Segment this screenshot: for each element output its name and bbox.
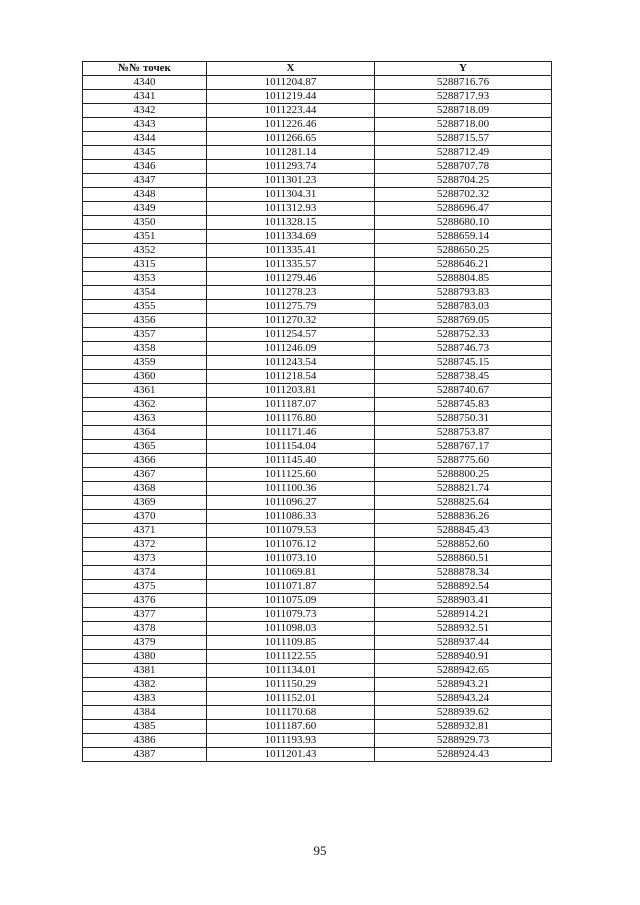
- cell-x: 1011086.33: [207, 510, 375, 524]
- cell-point-number: 4340: [83, 76, 207, 90]
- cell-y: 5288924.43: [375, 748, 552, 762]
- cell-x: 1011223.44: [207, 104, 375, 118]
- cell-y: 5288783.03: [375, 300, 552, 314]
- cell-x: 1011079.53: [207, 524, 375, 538]
- table-row: [83, 272, 552, 286]
- cell-y: 5288745.15: [375, 356, 552, 370]
- table-row: [83, 594, 552, 608]
- cell-point-number: 4344: [83, 132, 207, 146]
- table-row: [83, 314, 552, 328]
- cell-y: 5288892.54: [375, 580, 552, 594]
- table-row: [83, 384, 552, 398]
- cell-point-number: 4374: [83, 566, 207, 580]
- cell-x: 1011109.85: [207, 636, 375, 650]
- cell-point-number: 4345: [83, 146, 207, 160]
- table-row: [83, 398, 552, 412]
- table-row: [83, 426, 552, 440]
- cell-point-number: 4366: [83, 454, 207, 468]
- table-row: [83, 454, 552, 468]
- cell-x: 1011150.29: [207, 678, 375, 692]
- table-row: [83, 356, 552, 370]
- cell-point-number: 4363: [83, 412, 207, 426]
- cell-point-number: 4351: [83, 230, 207, 244]
- table-row: [83, 76, 552, 90]
- table-row: [83, 202, 552, 216]
- cell-x: 1011203.81: [207, 384, 375, 398]
- cell-y: 5288845.43: [375, 524, 552, 538]
- cell-x: 1011270.32: [207, 314, 375, 328]
- cell-x: 1011071.87: [207, 580, 375, 594]
- cell-y: 5288752.33: [375, 328, 552, 342]
- header-point-number: №№ точек: [83, 62, 207, 76]
- cell-x: 1011096.27: [207, 496, 375, 510]
- cell-x: 1011134.01: [207, 664, 375, 678]
- cell-y: 5288702.32: [375, 188, 552, 202]
- cell-y: 5288646.21: [375, 258, 552, 272]
- cell-x: 1011279.46: [207, 272, 375, 286]
- cell-x: 1011328.15: [207, 216, 375, 230]
- coordinates-table: [82, 61, 552, 762]
- cell-point-number: 4357: [83, 328, 207, 342]
- cell-point-number: 4358: [83, 342, 207, 356]
- cell-y: 5288707.78: [375, 160, 552, 174]
- table-row: [83, 160, 552, 174]
- cell-point-number: 4352: [83, 244, 207, 258]
- table-row: [83, 622, 552, 636]
- cell-y: 5288800.25: [375, 468, 552, 482]
- table-row: [83, 650, 552, 664]
- cell-point-number: 4371: [83, 524, 207, 538]
- cell-x: 1011335.57: [207, 258, 375, 272]
- table-row: [83, 608, 552, 622]
- cell-x: 1011218.54: [207, 370, 375, 384]
- cell-x: 1011073.10: [207, 552, 375, 566]
- cell-y: 5288878.34: [375, 566, 552, 580]
- cell-y: 5288932.81: [375, 720, 552, 734]
- cell-point-number: 4382: [83, 678, 207, 692]
- cell-point-number: 4347: [83, 174, 207, 188]
- cell-y: 5288943.21: [375, 678, 552, 692]
- cell-point-number: 4384: [83, 706, 207, 720]
- cell-y: 5288767.17: [375, 440, 552, 454]
- cell-y: 5288716.76: [375, 76, 552, 90]
- cell-y: 5288704.25: [375, 174, 552, 188]
- cell-point-number: 4378: [83, 622, 207, 636]
- cell-y: 5288740.67: [375, 384, 552, 398]
- cell-y: 5288852.60: [375, 538, 552, 552]
- cell-y: 5288793.83: [375, 286, 552, 300]
- cell-point-number: 4356: [83, 314, 207, 328]
- table-row: [83, 552, 552, 566]
- cell-point-number: 4346: [83, 160, 207, 174]
- cell-y: 5288650.25: [375, 244, 552, 258]
- table-row: [83, 524, 552, 538]
- cell-y: 5288696.47: [375, 202, 552, 216]
- cell-y: 5288745.83: [375, 398, 552, 412]
- table-row: [83, 286, 552, 300]
- cell-x: 1011219.44: [207, 90, 375, 104]
- cell-point-number: 4387: [83, 748, 207, 762]
- cell-x: 1011100.36: [207, 482, 375, 496]
- cell-x: 1011187.60: [207, 720, 375, 734]
- table-row: [83, 440, 552, 454]
- cell-y: 5288712.49: [375, 146, 552, 160]
- table-row: [83, 216, 552, 230]
- table-row: [83, 748, 552, 762]
- cell-x: 1011193.93: [207, 734, 375, 748]
- cell-y: 5288836.26: [375, 510, 552, 524]
- table-row: [83, 580, 552, 594]
- cell-point-number: 4367: [83, 468, 207, 482]
- cell-x: 1011281.14: [207, 146, 375, 160]
- table-row: [83, 566, 552, 580]
- cell-y: 5288825.64: [375, 496, 552, 510]
- table-row: [83, 328, 552, 342]
- cell-x: 1011301.23: [207, 174, 375, 188]
- table-row: [83, 90, 552, 104]
- table-row: [83, 468, 552, 482]
- cell-x: 1011266.65: [207, 132, 375, 146]
- cell-x: 1011226.46: [207, 118, 375, 132]
- table-row: [83, 342, 552, 356]
- cell-y: 5288718.00: [375, 118, 552, 132]
- cell-point-number: 4386: [83, 734, 207, 748]
- cell-point-number: 4379: [83, 636, 207, 650]
- table-row: [83, 244, 552, 258]
- table-row: [83, 370, 552, 384]
- cell-x: 1011076.12: [207, 538, 375, 552]
- cell-y: 5288903.41: [375, 594, 552, 608]
- cell-point-number: 4375: [83, 580, 207, 594]
- cell-point-number: 4381: [83, 664, 207, 678]
- cell-x: 1011312.93: [207, 202, 375, 216]
- cell-point-number: 4385: [83, 720, 207, 734]
- cell-point-number: 4354: [83, 286, 207, 300]
- cell-y: 5288750.31: [375, 412, 552, 426]
- cell-y: 5288680.10: [375, 216, 552, 230]
- table-row: [83, 258, 552, 272]
- table-header-row: [83, 62, 552, 76]
- table-row: [83, 300, 552, 314]
- cell-point-number: 4383: [83, 692, 207, 706]
- cell-x: 1011243.54: [207, 356, 375, 370]
- cell-x: 1011176.80: [207, 412, 375, 426]
- table-row: [83, 412, 552, 426]
- cell-point-number: 4315: [83, 258, 207, 272]
- cell-point-number: 4365: [83, 440, 207, 454]
- cell-y: 5288940.91: [375, 650, 552, 664]
- table-row: [83, 482, 552, 496]
- cell-point-number: 4342: [83, 104, 207, 118]
- cell-y: 5288932.51: [375, 622, 552, 636]
- page-number: 95: [313, 843, 327, 858]
- cell-y: 5288659.14: [375, 230, 552, 244]
- table-row: [83, 188, 552, 202]
- table-row: [83, 636, 552, 650]
- table-row: [83, 678, 552, 692]
- cell-x: 1011079.73: [207, 608, 375, 622]
- cell-y: 5288746.73: [375, 342, 552, 356]
- table-row: [83, 174, 552, 188]
- table-row: [83, 692, 552, 706]
- cell-y: 5288937.44: [375, 636, 552, 650]
- cell-point-number: 4350: [83, 216, 207, 230]
- table-row: [83, 230, 552, 244]
- cell-point-number: 4341: [83, 90, 207, 104]
- cell-x: 1011154.04: [207, 440, 375, 454]
- cell-x: 1011122.55: [207, 650, 375, 664]
- cell-y: 5288717.93: [375, 90, 552, 104]
- cell-point-number: 4364: [83, 426, 207, 440]
- table-row: [83, 146, 552, 160]
- cell-x: 1011293.74: [207, 160, 375, 174]
- cell-y: 5288715.57: [375, 132, 552, 146]
- cell-point-number: 4359: [83, 356, 207, 370]
- table-body: [83, 76, 552, 762]
- cell-y: 5288769.05: [375, 314, 552, 328]
- cell-point-number: 4372: [83, 538, 207, 552]
- cell-point-number: 4377: [83, 608, 207, 622]
- cell-point-number: 4349: [83, 202, 207, 216]
- cell-x: 1011201.43: [207, 748, 375, 762]
- cell-point-number: 4370: [83, 510, 207, 524]
- cell-y: 5288860.51: [375, 552, 552, 566]
- header-x: X: [207, 62, 375, 76]
- table-row: [83, 104, 552, 118]
- cell-x: 1011246.09: [207, 342, 375, 356]
- cell-x: 1011254.57: [207, 328, 375, 342]
- cell-x: 1011098.03: [207, 622, 375, 636]
- cell-x: 1011125.60: [207, 468, 375, 482]
- cell-y: 5288929.73: [375, 734, 552, 748]
- cell-point-number: 4360: [83, 370, 207, 384]
- table-row: [83, 496, 552, 510]
- table-row: [83, 538, 552, 552]
- cell-y: 5288821.74: [375, 482, 552, 496]
- table-row: [83, 664, 552, 678]
- cell-point-number: 4348: [83, 188, 207, 202]
- cell-x: 1011275.79: [207, 300, 375, 314]
- cell-x: 1011075.09: [207, 594, 375, 608]
- table-row: [83, 720, 552, 734]
- cell-y: 5288718.09: [375, 104, 552, 118]
- table-row: [83, 706, 552, 720]
- cell-y: 5288939.62: [375, 706, 552, 720]
- cell-y: 5288804.85: [375, 272, 552, 286]
- cell-x: 1011170.68: [207, 706, 375, 720]
- cell-x: 1011069.81: [207, 566, 375, 580]
- cell-x: 1011204.87: [207, 76, 375, 90]
- cell-point-number: 4376: [83, 594, 207, 608]
- cell-x: 1011145.40: [207, 454, 375, 468]
- table-row: [83, 734, 552, 748]
- table-row: [83, 510, 552, 524]
- cell-x: 1011152.01: [207, 692, 375, 706]
- cell-point-number: 4343: [83, 118, 207, 132]
- cell-point-number: 4369: [83, 496, 207, 510]
- table-row: [83, 132, 552, 146]
- cell-point-number: 4362: [83, 398, 207, 412]
- cell-y: 5288914.21: [375, 608, 552, 622]
- cell-y: 5288753.87: [375, 426, 552, 440]
- cell-x: 1011335.41: [207, 244, 375, 258]
- cell-y: 5288943.24: [375, 692, 552, 706]
- cell-y: 5288942.65: [375, 664, 552, 678]
- cell-x: 1011278.23: [207, 286, 375, 300]
- cell-point-number: 4368: [83, 482, 207, 496]
- cell-y: 5288775.60: [375, 454, 552, 468]
- cell-point-number: 4373: [83, 552, 207, 566]
- cell-x: 1011187.07: [207, 398, 375, 412]
- cell-point-number: 4353: [83, 272, 207, 286]
- cell-x: 1011334.69: [207, 230, 375, 244]
- cell-x: 1011171.46: [207, 426, 375, 440]
- cell-x: 1011304.31: [207, 188, 375, 202]
- cell-y: 5288738.45: [375, 370, 552, 384]
- cell-point-number: 4361: [83, 384, 207, 398]
- cell-point-number: 4380: [83, 650, 207, 664]
- header-y: Y: [375, 62, 552, 76]
- cell-point-number: 4355: [83, 300, 207, 314]
- table-row: [83, 118, 552, 132]
